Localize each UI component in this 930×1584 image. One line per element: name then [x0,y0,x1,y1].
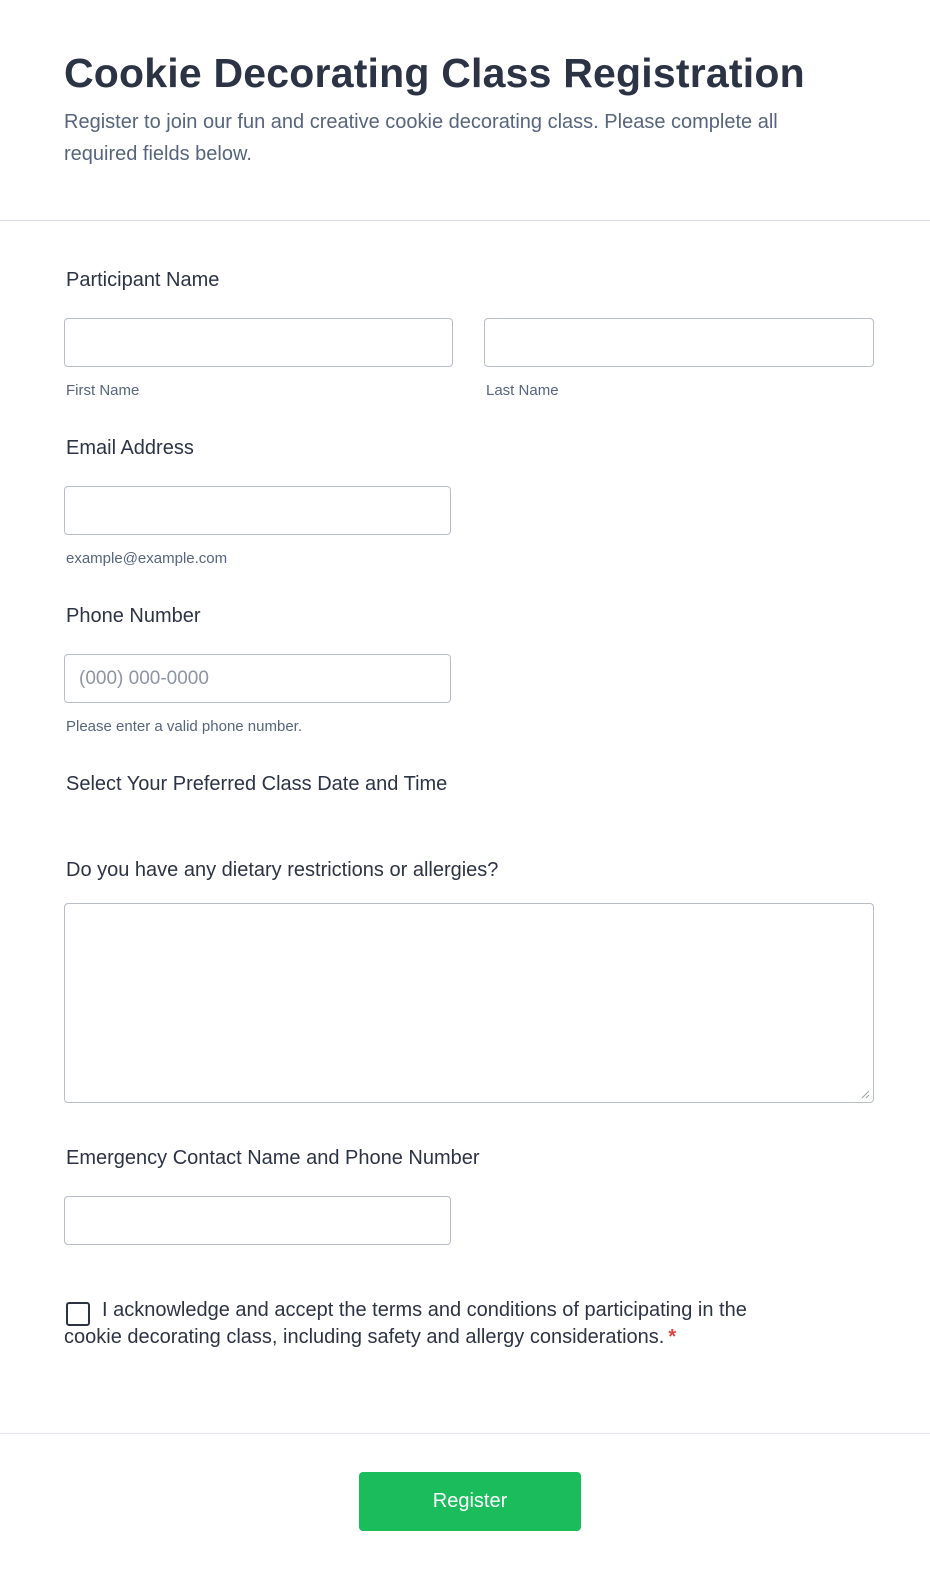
first-name-input[interactable] [64,318,453,367]
emergency-contact-input[interactable] [64,1196,451,1245]
phone-input[interactable] [64,654,451,703]
phone-sublabel: Please enter a valid phone number. [66,718,302,735]
email-sublabel: example@example.com [66,550,228,567]
dietary-label: Do you have any dietary restrictions or allergies? [66,859,499,881]
terms-text [64,1297,784,1351]
participant-name-label: Participant Name [66,269,220,291]
required-marker: * [668,1326,677,1348]
last-name-input[interactable] [484,318,874,367]
first-name-sublabel: First Name [66,382,140,399]
form-description: Register to join our fun and creative cookie decorating class. Please complete all required fields below. [64,111,778,165]
form-header [0,0,930,221]
email-label: Email Address [66,437,194,459]
last-name-sublabel: Last Name [486,382,559,399]
emergency-contact-label: Emergency Contact Name and Phone Number [66,1147,480,1169]
phone-label: Phone Number [66,605,201,627]
class-date-label: Select Your Preferred Class Date and Time [66,773,448,795]
dietary-textarea[interactable] [64,903,874,1103]
terms-label: I acknowledge and accept the terms and conditions of participating in the cookie decorating class, including safety and allergy considerations. [64,1299,747,1348]
resize-grip-icon[interactable] [860,1089,870,1099]
page-title: Cookie Decorating Class Registration [64,50,805,96]
register-button[interactable]: Register [359,1472,581,1531]
email-input[interactable] [64,486,451,535]
